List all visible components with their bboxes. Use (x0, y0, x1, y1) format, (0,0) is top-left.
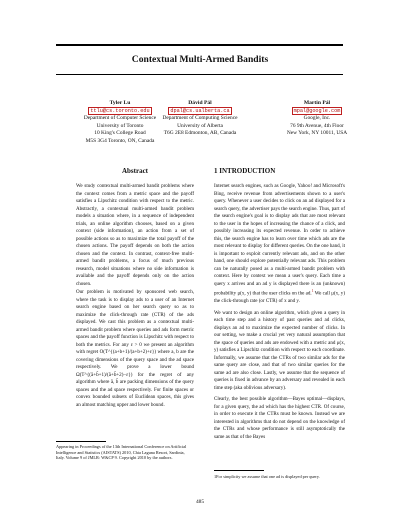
author-affil: Google, Inc. (303, 115, 331, 122)
author-affil: M5S 3G4 Toronto, ON, Canada (85, 137, 155, 144)
title-rule-top (56, 44, 343, 46)
page-number: 485 (195, 499, 205, 505)
author-affil: 76 9th Avenue, 4th Floor (290, 122, 344, 129)
abstract-heading: Abstract (121, 167, 149, 175)
footnote-left: Appearing in Proceedings of the 13th International Conference on Artificial Intelligence and Statistics (AISTATS) 2010, Chia Laguna Resort, Sardinia, Italy. Volume 9 of JMLR: W&CP 9. Copyright 2010 by the authors. (56, 444, 187, 461)
author-affil: T6G 2E8 Edmonton, AB, Canada (163, 130, 237, 137)
author-affil: Department of Computer Science (83, 115, 157, 122)
paper-title: Contextual Multi-Armed Bandits (131, 54, 269, 65)
author-email[interactable]: dpal@cs.ualberta.ca (170, 107, 230, 114)
abstract-body (76, 183, 194, 409)
footnote-rule-left (56, 441, 106, 442)
author-email[interactable]: mpal@google.com (293, 107, 341, 114)
intro-paragraph: Clearly, the best possible algorithm—Bayes optimal—displays, for a given query, the ad which has the highest CTR. Of course, in order to execute it the CTRs must be known. Instead we are interested in algorithms that do not depend on the knowledge of the CTRs and whose performance is still asymptotically the same as that of the Bayes (214, 396, 345, 440)
author-affil: University of Toronto (96, 122, 144, 129)
author-affil: University of Alberta (177, 122, 223, 129)
author-name: Dávid Pál (188, 100, 212, 106)
author-name: Tyler Lu (109, 100, 131, 106)
title-rule-bottom (56, 74, 343, 75)
footnote-rule-right (214, 470, 264, 471)
author-name: Martin Pál (303, 100, 331, 106)
footnote-right: 1For simplicity we assume that one ad is displayed per query. (214, 474, 320, 479)
intro-paragraph: Internet search engines, such as Google, Yahoo! and Microsoft's Bing, receive revenue from advertisements shown to a user's query. Whenever a user decides to click on an ad displayed for a search query, the advertiser pays the search engine. Thus, part of the search engine's goal is to display ads that are most relevant to the user in the hopes of increasing the chance of a click, and possibly increasing its expected revenue. In order to achieve this, the search engine has to learn over time which ads are the most relevant to display for different queries. On the one hand, it is important to exploit currently relevant ads, and on the other hand, one should explore potentially relevant ads. This problem can be naturally posed as a multi-armed bandit problem with context. Here by context we mean a user's query. Each time a query x arrives and an ad y is displayed there is an (unknown) probability μ(x, y) that the user clicks on the ad.$^1$ We call μ(x, y) the click-through rate (or CTR) of x and y. (214, 183, 346, 305)
intro-paragraph: We want to design an online algorithm, which given a query in each time step and a history of past queries and ad clicks, displays an ad to maximize the expected number of clicks. In our setting, we make a crucial yet very natural assumption that the space of queries and ads are endowed with a metric and μ(x, y) satisfies a Lipschitz condition with respect to each coordinate. Informally, we assume that the CTRs of two similar ads for the same query are close, and that of two similar queries for the same ad are also close. Lastly, we assume that the sequence of queries is fixed in advance by an adversary and revealed in each time step (aka oblivious adversary). (214, 309, 345, 391)
author-affil: Department of Computing Science (162, 115, 238, 122)
author-block-3 (262, 100, 372, 138)
author-email[interactable]: ttlu@cs.toronto.edu (90, 107, 150, 114)
introduction-body (214, 183, 345, 441)
author-affil: New York, NY 10011, USA (286, 130, 348, 137)
section-heading-introduction: 1 INTRODUCTION (214, 167, 276, 175)
author-affil: 10 King's College Road (94, 130, 146, 137)
footnote-marker[interactable]: 1 (311, 289, 314, 293)
abstract-paragraph: Our problem is motivated by sponsored web search, where the task is to display ads to a user of an Internet search engine based on her search query so as to maximize the click-through rate (CTR) of the ads displayed. We cast this problem as a contextual multi-armed bandit problem where queries and ads form metric spaces and the payoff function is Lipschitz with respect to both the metrics. For any ε > 0 we present an algorithm with regret O(T^{(a+b+1)/(a+b+2)+ε}) where a, b are the covering dimensions of the query space and the ad space respectively. We prove a lower bound Ω(T^{(ã+b̃+1)/(ã+b̃+2)−ε}) for the regret of any algorithm where ã, b̃ are packing dimensions of the query spaces and the ad space respectively. For finite spaces or convex bounded subsets of Euclidean spaces, this gives an almost matching upper and lower bound. (76, 289, 194, 408)
author-block-2 (145, 100, 255, 138)
abstract-paragraph: We study contextual multi-armed bandit problems where the context comes from a metric space and the payoff satisfies a Lipschitz condition with respect to the metric. Abstractly, a contextual multi-armed bandit problem models a situation where, in a sequence of independent trials, an online algorithm chooses, based on a given context (side information), an action from a set of possible actions so as to maximize the total payoff of the chosen actions. The payoff depends on both the action chosen and the context. In contrast, context-free multi-armed bandit problems, a focus of much previous research, model situations where no side information is available and the payoff depends only on the action chosen. (76, 183, 194, 287)
